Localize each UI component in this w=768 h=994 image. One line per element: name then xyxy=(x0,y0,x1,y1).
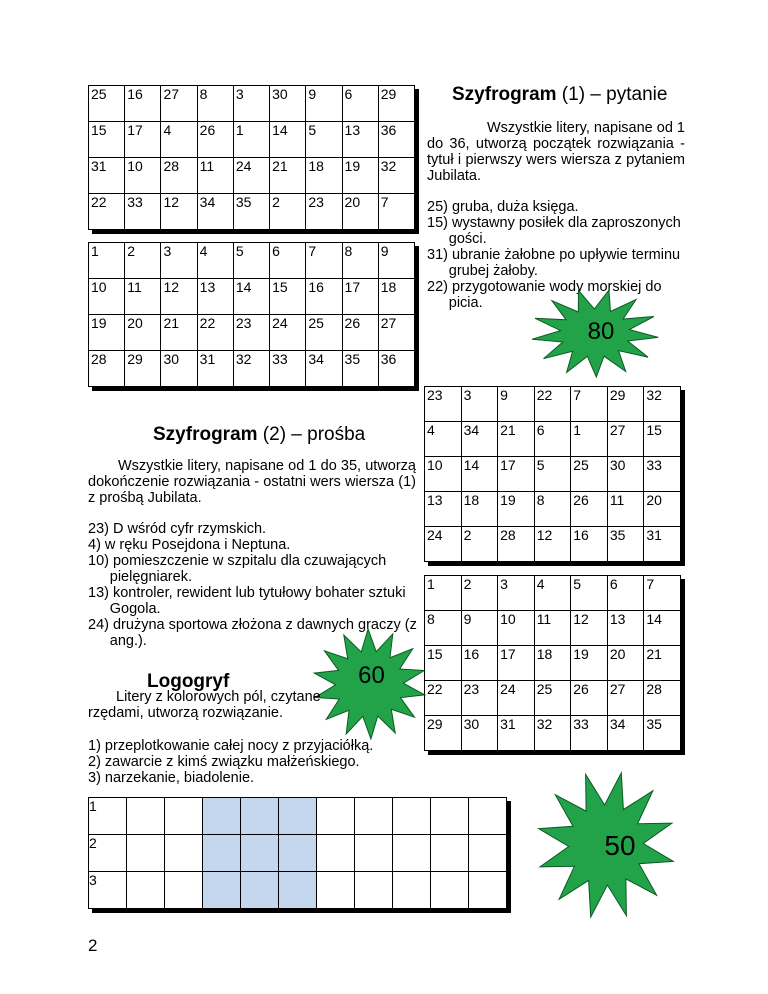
grid-cell[interactable]: 24 xyxy=(498,681,535,716)
logogryf-cell[interactable] xyxy=(317,798,355,835)
logogryf-cell[interactable] xyxy=(203,835,241,872)
clue-item: 13) kontroler, rewident lub tytułowy bohater sztuki Gogola. xyxy=(88,585,406,617)
grid-cell[interactable]: 21 xyxy=(161,315,197,351)
grid-cell[interactable]: 17 xyxy=(125,122,161,158)
grid-row xyxy=(425,646,681,681)
grid-row xyxy=(89,158,415,194)
grid-cell[interactable]: 24 xyxy=(425,527,462,562)
grid-cell[interactable]: 15 xyxy=(425,646,462,681)
grid-cell[interactable]: 6 xyxy=(270,243,306,279)
grid-cell[interactable]: 33 xyxy=(644,457,681,492)
logogryf-cell[interactable] xyxy=(127,872,165,909)
grid-row xyxy=(425,457,681,492)
grid-cell[interactable]: 27 xyxy=(378,315,414,351)
logogryf-row xyxy=(89,872,507,909)
page-number: 2 xyxy=(88,936,98,955)
grid-cell[interactable]: 19 xyxy=(571,646,608,681)
grid-cell[interactable]: 30 xyxy=(607,457,644,492)
grid-cell[interactable]: 6 xyxy=(534,422,571,457)
grid-cell[interactable]: 11 xyxy=(125,279,161,315)
logogryf-cell[interactable] xyxy=(241,872,279,909)
szyfrogram2-clue-grid xyxy=(424,386,681,562)
grid-cell[interactable]: 14 xyxy=(461,457,498,492)
grid-cell[interactable]: 8 xyxy=(534,492,571,527)
grid-cell[interactable]: 31 xyxy=(644,527,681,562)
grid-cell[interactable]: 25 xyxy=(89,86,125,122)
logogryf-cell[interactable] xyxy=(393,872,431,909)
grid-cell[interactable]: 5 xyxy=(233,243,269,279)
grid-cell[interactable]: 8 xyxy=(425,611,462,646)
grid-cell[interactable]: 30 xyxy=(161,351,197,387)
grid-cell[interactable]: 15 xyxy=(89,122,125,158)
grid-cell[interactable]: 5 xyxy=(534,457,571,492)
szyfrogram1-intro: Wszystkie litery, napisane od 1 do 36, utworzą początek rozwiązania - tytuł i pierwszy wers wiersza z pytaniem Jubilata. xyxy=(427,120,685,184)
grid-cell[interactable]: 33 xyxy=(571,716,608,751)
grid-cell[interactable]: 9 xyxy=(498,387,535,422)
grid-cell[interactable]: 25 xyxy=(306,315,342,351)
grid-cell[interactable]: 35 xyxy=(342,351,378,387)
grid-cell[interactable]: 12 xyxy=(161,194,197,230)
logogryf-cell[interactable] xyxy=(241,835,279,872)
grid-cell[interactable]: 18 xyxy=(534,646,571,681)
grid-cell[interactable]: 9 xyxy=(306,86,342,122)
grid-cell[interactable]: 3 xyxy=(461,387,498,422)
grid-cell[interactable]: 34 xyxy=(197,194,233,230)
szyfrogram2-intro: Wszystkie litery, napisane od 1 do 35, utworzą dokończenie rozwiązania - ostatni wers wiersza (1) z prośbą Jubilata. xyxy=(88,458,416,506)
grid-cell[interactable]: 34 xyxy=(306,351,342,387)
grid-row xyxy=(425,387,681,422)
grid-cell[interactable]: 33 xyxy=(125,194,161,230)
grid-cell[interactable]: 7 xyxy=(571,387,608,422)
szyfrogram2-title: Szyfrogram (2) – prośba xyxy=(153,424,366,445)
grid-cell[interactable]: 29 xyxy=(378,86,414,122)
grid-cell[interactable]: 14 xyxy=(270,122,306,158)
grid-cell[interactable]: 25 xyxy=(571,457,608,492)
grid-cell[interactable]: 18 xyxy=(306,158,342,194)
logogryf-cell[interactable] xyxy=(431,872,469,909)
clue-item: 25) gruba, duża księga. xyxy=(427,199,579,215)
logogryf-cell[interactable] xyxy=(165,798,203,835)
grid-cell[interactable]: 20 xyxy=(342,194,378,230)
szyfrogram1-clue-grid xyxy=(88,85,415,230)
clue-item: 22) przygotowanie wody morskiej do picia. xyxy=(427,279,662,311)
logogryf-cell[interactable] xyxy=(127,798,165,835)
grid-cell[interactable]: 20 xyxy=(607,646,644,681)
logogryf-cell[interactable] xyxy=(431,798,469,835)
logogryf-row xyxy=(89,835,507,872)
grid-cell[interactable]: 9 xyxy=(461,611,498,646)
logogryf-cell[interactable] xyxy=(241,798,279,835)
grid-row xyxy=(89,243,415,279)
grid-cell[interactable]: 24 xyxy=(270,315,306,351)
grid-cell[interactable]: 2 xyxy=(461,576,498,611)
logogryf-title: Logogryf xyxy=(147,671,230,692)
logogryf-cell[interactable] xyxy=(279,872,317,909)
logogryf-cell[interactable] xyxy=(469,835,507,872)
grid-row xyxy=(89,86,415,122)
logogryf-cell[interactable] xyxy=(279,798,317,835)
logogryf-row-label[interactable]: 2 xyxy=(89,835,127,872)
logogryf-cell[interactable] xyxy=(393,835,431,872)
grid-cell[interactable]: 21 xyxy=(498,422,535,457)
grid-cell[interactable]: 27 xyxy=(607,422,644,457)
grid-cell[interactable]: 19 xyxy=(342,158,378,194)
grid-cell[interactable]: 2 xyxy=(125,243,161,279)
grid-cell[interactable]: 12 xyxy=(534,527,571,562)
grid-cell[interactable]: 5 xyxy=(571,576,608,611)
grid-cell[interactable]: 26 xyxy=(342,315,378,351)
grid-cell[interactable]: 15 xyxy=(644,422,681,457)
logogryf-cell[interactable] xyxy=(317,835,355,872)
grid-cell[interactable]: 10 xyxy=(425,457,462,492)
grid-row xyxy=(425,422,681,457)
logogryf-cell[interactable] xyxy=(317,872,355,909)
grid-cell[interactable]: 23 xyxy=(425,387,462,422)
grid-cell[interactable]: 32 xyxy=(644,387,681,422)
grid-cell[interactable]: 4 xyxy=(197,243,233,279)
grid-cell[interactable]: 22 xyxy=(425,681,462,716)
grid-cell[interactable]: 1 xyxy=(425,576,462,611)
grid-cell[interactable]: 3 xyxy=(161,243,197,279)
grid-cell[interactable]: 14 xyxy=(644,611,681,646)
grid-cell[interactable]: 7 xyxy=(378,194,414,230)
grid-cell[interactable]: 4 xyxy=(161,122,197,158)
grid-cell[interactable]: 26 xyxy=(571,681,608,716)
grid-cell[interactable]: 33 xyxy=(270,351,306,387)
grid-cell[interactable]: 3 xyxy=(498,576,535,611)
grid-cell[interactable]: 2 xyxy=(461,527,498,562)
grid-row xyxy=(425,716,681,751)
grid-cell[interactable]: 18 xyxy=(378,279,414,315)
grid-cell[interactable]: 14 xyxy=(233,279,269,315)
szyfrogram1-answer-grid xyxy=(88,242,415,387)
logogryf-grid xyxy=(88,797,507,909)
grid-cell[interactable]: 16 xyxy=(461,646,498,681)
grid-cell[interactable]: 34 xyxy=(461,422,498,457)
grid-cell[interactable]: 26 xyxy=(197,122,233,158)
grid-row xyxy=(89,315,415,351)
clue-item: 10) pomieszczenie w szpitalu dla czuwających pielęgniarek. xyxy=(88,553,387,585)
grid-cell[interactable]: 13 xyxy=(197,279,233,315)
grid-cell[interactable]: 25 xyxy=(534,681,571,716)
grid-cell[interactable]: 13 xyxy=(342,122,378,158)
logogryf-cell[interactable] xyxy=(469,798,507,835)
grid-cell[interactable]: 13 xyxy=(425,492,462,527)
grid-cell[interactable]: 4 xyxy=(425,422,462,457)
logogryf-cell[interactable] xyxy=(165,835,203,872)
grid-cell[interactable]: 16 xyxy=(571,527,608,562)
logogryf-clues xyxy=(88,738,428,786)
logogryf-row-label[interactable]: 1 xyxy=(89,798,127,835)
grid-cell[interactable]: 27 xyxy=(161,86,197,122)
grid-row xyxy=(425,492,681,527)
logogryf-cell[interactable] xyxy=(279,835,317,872)
grid-cell[interactable]: 24 xyxy=(233,158,269,194)
grid-row xyxy=(425,576,681,611)
grid-cell[interactable]: 21 xyxy=(270,158,306,194)
grid-cell[interactable]: 4 xyxy=(534,576,571,611)
grid-cell[interactable]: 11 xyxy=(607,492,644,527)
grid-cell[interactable]: 20 xyxy=(644,492,681,527)
grid-cell[interactable]: 19 xyxy=(89,315,125,351)
clue-item: 23) D wśród cyfr rzymskich. xyxy=(88,521,267,537)
logogryf-cell[interactable] xyxy=(355,798,393,835)
grid-row xyxy=(425,611,681,646)
grid-cell[interactable]: 6 xyxy=(607,576,644,611)
grid-cell[interactable]: 31 xyxy=(89,158,125,194)
grid-cell[interactable]: 1 xyxy=(233,122,269,158)
grid-cell[interactable]: 12 xyxy=(571,611,608,646)
grid-cell[interactable]: 9 xyxy=(378,243,414,279)
grid-cell[interactable]: 31 xyxy=(197,351,233,387)
grid-cell[interactable]: 5 xyxy=(306,122,342,158)
grid-cell[interactable]: 35 xyxy=(607,527,644,562)
grid-cell[interactable]: 10 xyxy=(498,611,535,646)
grid-cell[interactable]: 27 xyxy=(607,681,644,716)
logogryf-cell[interactable] xyxy=(355,835,393,872)
clue-item: 24) drużyna sportowa złożona z dawnych graczy (z ang.). xyxy=(88,617,417,649)
grid-cell[interactable]: 8 xyxy=(197,86,233,122)
grid-row xyxy=(89,351,415,387)
grid-cell[interactable]: 29 xyxy=(425,716,462,751)
grid-cell[interactable]: 23 xyxy=(233,315,269,351)
logogryf-cell[interactable] xyxy=(203,798,241,835)
grid-cell[interactable]: 35 xyxy=(644,716,681,751)
grid-cell[interactable]: 17 xyxy=(498,457,535,492)
grid-cell[interactable]: 3 xyxy=(233,86,269,122)
grid-cell[interactable]: 19 xyxy=(498,492,535,527)
grid-cell[interactable]: 28 xyxy=(498,527,535,562)
grid-cell[interactable]: 11 xyxy=(534,611,571,646)
grid-cell[interactable]: 1 xyxy=(571,422,608,457)
grid-cell[interactable]: 22 xyxy=(197,315,233,351)
grid-cell[interactable]: 15 xyxy=(270,279,306,315)
grid-cell[interactable]: 23 xyxy=(461,681,498,716)
grid-cell[interactable]: 7 xyxy=(306,243,342,279)
grid-cell[interactable]: 6 xyxy=(342,86,378,122)
grid-cell[interactable]: 23 xyxy=(306,194,342,230)
logogryf-cell[interactable] xyxy=(431,835,469,872)
grid-cell[interactable]: 17 xyxy=(498,646,535,681)
grid-cell[interactable]: 1 xyxy=(89,243,125,279)
grid-cell[interactable]: 2 xyxy=(270,194,306,230)
grid-cell[interactable]: 16 xyxy=(306,279,342,315)
grid-cell[interactable]: 11 xyxy=(197,158,233,194)
grid-cell[interactable]: 32 xyxy=(534,716,571,751)
grid-cell[interactable]: 20 xyxy=(125,315,161,351)
logogryf-cell[interactable] xyxy=(393,798,431,835)
grid-cell[interactable]: 7 xyxy=(644,576,681,611)
grid-cell[interactable]: 21 xyxy=(644,646,681,681)
points-star-60: 60 xyxy=(312,628,427,740)
grid-cell[interactable]: 28 xyxy=(161,158,197,194)
logogryf-cell[interactable] xyxy=(355,872,393,909)
clue-item: 2) zawarcie z kimś związku małżeńskiego. xyxy=(88,754,360,770)
grid-row xyxy=(89,279,415,315)
grid-row xyxy=(89,194,415,230)
grid-cell[interactable]: 36 xyxy=(378,351,414,387)
grid-cell[interactable]: 10 xyxy=(89,279,125,315)
grid-cell[interactable]: 18 xyxy=(461,492,498,527)
clue-item: 3) narzekanie, biadolenie. xyxy=(88,770,255,786)
logogryf-row xyxy=(89,798,507,835)
clue-item: 1) przeplotkowanie całej nocy z przyjaciółką. xyxy=(88,738,374,754)
grid-cell[interactable]: 13 xyxy=(607,611,644,646)
szyfrogram1-title: Szyfrogram (1) – pytanie xyxy=(452,84,668,105)
grid-cell[interactable]: 32 xyxy=(233,351,269,387)
grid-cell[interactable]: 34 xyxy=(607,716,644,751)
grid-cell[interactable]: 12 xyxy=(161,279,197,315)
grid-cell[interactable]: 17 xyxy=(342,279,378,315)
grid-cell[interactable]: 30 xyxy=(461,716,498,751)
clue-item: 31) ubranie żałobne po upływie terminu grubej żałoby. xyxy=(427,247,681,279)
logogryf-cell[interactable] xyxy=(469,872,507,909)
grid-cell[interactable]: 30 xyxy=(270,86,306,122)
logogryf-cell[interactable] xyxy=(165,872,203,909)
points-star-80: 80 xyxy=(530,288,660,378)
grid-cell[interactable]: 31 xyxy=(498,716,535,751)
points-star-50: 50 xyxy=(536,770,676,920)
grid-cell[interactable]: 22 xyxy=(89,194,125,230)
szyfrogram2-answer-grid xyxy=(424,575,681,751)
grid-cell[interactable]: 32 xyxy=(378,158,414,194)
grid-row xyxy=(89,122,415,158)
grid-cell[interactable]: 16 xyxy=(125,86,161,122)
logogryf-cell[interactable] xyxy=(203,872,241,909)
grid-cell[interactable]: 26 xyxy=(571,492,608,527)
grid-cell[interactable]: 35 xyxy=(233,194,269,230)
logogryf-intro: Litery z kolorowych pól, czytane rzędami, utworzą rozwiązanie. xyxy=(88,689,321,721)
grid-cell[interactable]: 8 xyxy=(342,243,378,279)
grid-cell[interactable]: 28 xyxy=(644,681,681,716)
logogryf-row-label[interactable]: 3 xyxy=(89,872,127,909)
logogryf-cell[interactable] xyxy=(127,835,165,872)
grid-cell[interactable]: 28 xyxy=(89,351,125,387)
grid-cell[interactable]: 29 xyxy=(607,387,644,422)
grid-cell[interactable]: 36 xyxy=(378,122,414,158)
grid-cell[interactable]: 29 xyxy=(125,351,161,387)
grid-row xyxy=(425,527,681,562)
clue-item: 15) wystawny posiłek dla zaproszonych gości. xyxy=(427,215,681,247)
grid-cell[interactable]: 22 xyxy=(534,387,571,422)
grid-row xyxy=(425,681,681,716)
clue-item: 4) w ręku Posejdona i Neptuna. xyxy=(88,537,291,553)
grid-cell[interactable]: 10 xyxy=(125,158,161,194)
